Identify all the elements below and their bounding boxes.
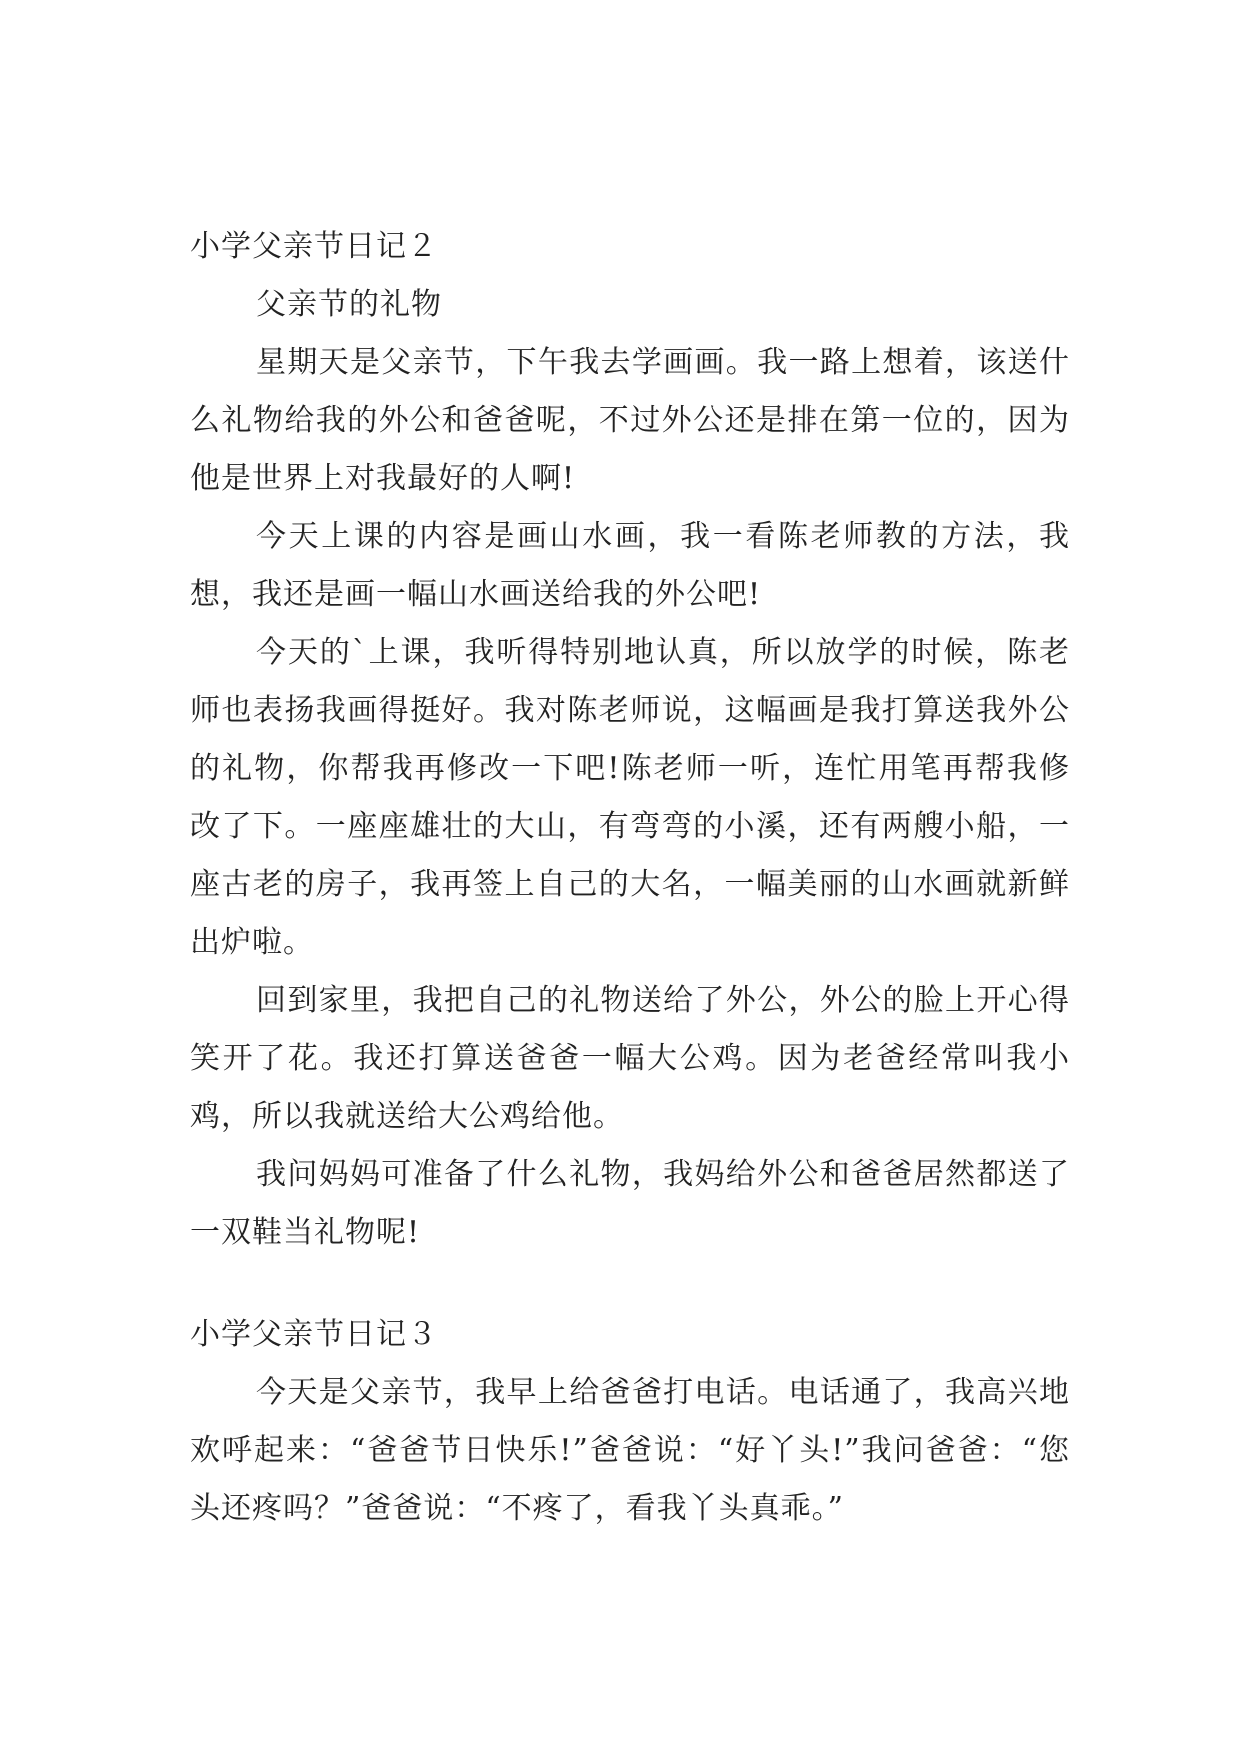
section-heading: 小学父亲节日记２ <box>190 229 438 264</box>
section-subtitle: 父亲节的礼物 <box>256 287 442 322</box>
paragraph: 我问妈妈可准备了什么礼物，我妈给外公和爸爸居然都送了一双鞋当礼物呢! <box>190 1157 1070 1250</box>
paragraph: 今天是父亲节，我早上给爸爸打电话。电话通了，我高兴地欢呼起来：“爸爸节日快乐!”爸爸说：“好丫头!”我问爸爸：“您头还疼吗？”爸爸说：“不疼了，看我丫头真乖。” <box>190 1375 1070 1526</box>
paragraph: 今天的`上课，我听得特别地认真，所以放学的时候，陈老师也表扬我画得挺好。我对陈老师说，这幅画是我打算送我外公的礼物，你帮我再修改一下吧!陈老师一听，连忙用笔再帮我修改了下。一座座雄壮的大山，有弯弯的小溪，还有两艘小船，一座古老的房子，我再签上自己的大名，一幅美丽的山水画就新鲜出炉啦。 <box>190 635 1070 960</box>
section-spacer <box>190 1262 1070 1306</box>
document-body <box>190 218 1070 1538</box>
diary-section-2 <box>190 218 1070 1262</box>
diary-section-3 <box>190 1306 1070 1538</box>
section-heading: 小学父亲节日记３ <box>190 1317 438 1352</box>
paragraph: 星期天是父亲节，下午我去学画画。我一路上想着，该送什么礼物给我的外公和爸爸呢，不过外公还是排在第一位的，因为他是世界上对我最好的人啊! <box>190 345 1070 496</box>
paragraph: 回到家里，我把自己的礼物送给了外公，外公的脸上开心得笑开了花。我还打算送爸爸一幅大公鸡。因为老爸经常叫我小鸡，所以我就送给大公鸡给他。 <box>190 983 1070 1134</box>
paragraph: 今天上课的内容是画山水画，我一看陈老师教的方法，我想，我还是画一幅山水画送给我的外公吧! <box>190 519 1070 612</box>
